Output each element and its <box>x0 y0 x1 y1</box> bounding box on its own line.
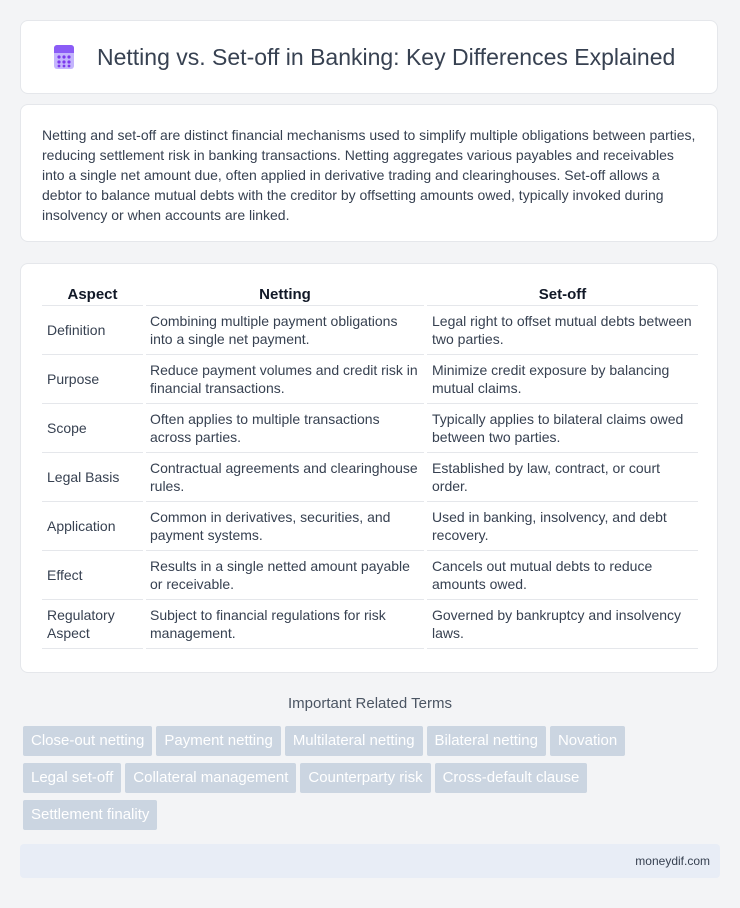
intro-paragraph: Netting and set-off are distinct financial mechanisms used to simplify multiple obligations between parties, reducing settlement risk in banking transactions. Netting aggregates various payables and receivables into a single net amount due, often applied in derivative trading and clearinghouses. Set-off allows a debtor to balance mutual debts with the creditor by offsetting amounts owed, typically invoked during insolvency or when accounts are linked. <box>42 127 696 223</box>
tag-cross-default-clause[interactable]: Cross-default clause <box>435 763 588 793</box>
cell-aspect: Application <box>42 502 143 551</box>
table-row <box>42 306 698 355</box>
tag-legal-set-off[interactable]: Legal set-off <box>23 763 121 793</box>
cell-netting: Often applies to multiple transactions across parties. <box>146 404 424 453</box>
tag-novation[interactable]: Novation <box>550 726 625 756</box>
tag-bilateral-netting[interactable]: Bilateral netting <box>427 726 546 756</box>
cell-setoff: Typically applies to bilateral claims owed between two parties. <box>427 404 698 453</box>
header-setoff: Set-off <box>427 284 698 306</box>
cell-aspect: Purpose <box>42 355 143 404</box>
comparison-table <box>39 284 701 649</box>
comparison-table-card <box>20 263 718 673</box>
cell-setoff: Used in banking, insolvency, and debt recovery. <box>427 502 698 551</box>
table-row <box>42 600 698 649</box>
cell-setoff: Minimize credit exposure by balancing mutual claims. <box>427 355 698 404</box>
cell-setoff: Legal right to offset mutual debts between two parties. <box>427 306 698 355</box>
header-card <box>20 20 718 94</box>
cell-setoff: Established by law, contract, or court order. <box>427 453 698 502</box>
table-row <box>42 502 698 551</box>
header-netting: Netting <box>146 284 424 306</box>
calculator-icon <box>50 43 78 71</box>
header-aspect: Aspect <box>42 284 143 306</box>
tag-close-out-netting[interactable]: Close-out netting <box>23 726 152 756</box>
related-terms-tags <box>23 726 723 837</box>
page-title: Netting vs. Set-off in Banking: Key Differences Explained <box>97 43 676 70</box>
cell-setoff: Governed by bankruptcy and insolvency laws. <box>427 600 698 649</box>
cell-aspect: Scope <box>42 404 143 453</box>
cell-netting: Reduce payment volumes and credit risk in financial transactions. <box>146 355 424 404</box>
table-row <box>42 453 698 502</box>
tag-multilateral-netting[interactable]: Multilateral netting <box>285 726 423 756</box>
cell-aspect: Definition <box>42 306 143 355</box>
cell-setoff: Cancels out mutual debts to reduce amounts owed. <box>427 551 698 600</box>
table-row <box>42 355 698 404</box>
table-row <box>42 551 698 600</box>
related-terms-title: Important Related Terms <box>288 695 452 712</box>
cell-aspect: Regulatory Aspect <box>42 600 143 649</box>
cell-netting: Subject to financial regulations for risk management. <box>146 600 424 649</box>
table-row <box>42 404 698 453</box>
footer <box>20 844 720 878</box>
tag-settlement-finality[interactable]: Settlement finality <box>23 800 157 830</box>
cell-netting: Contractual agreements and clearinghouse rules. <box>146 453 424 502</box>
cell-netting: Common in derivatives, securities, and payment systems. <box>146 502 424 551</box>
tag-payment-netting[interactable]: Payment netting <box>156 726 280 756</box>
cell-netting: Combining multiple payment obligations into a single net payment. <box>146 306 424 355</box>
cell-aspect: Effect <box>42 551 143 600</box>
table-header-row <box>42 284 698 306</box>
tag-collateral-management[interactable]: Collateral management <box>125 763 296 793</box>
cell-netting: Results in a single netted amount payable or receivable. <box>146 551 424 600</box>
footer-site-link[interactable]: moneydif.com <box>635 854 710 868</box>
tag-counterparty-risk[interactable]: Counterparty risk <box>300 763 430 793</box>
cell-aspect: Legal Basis <box>42 453 143 502</box>
intro-card <box>20 104 718 242</box>
